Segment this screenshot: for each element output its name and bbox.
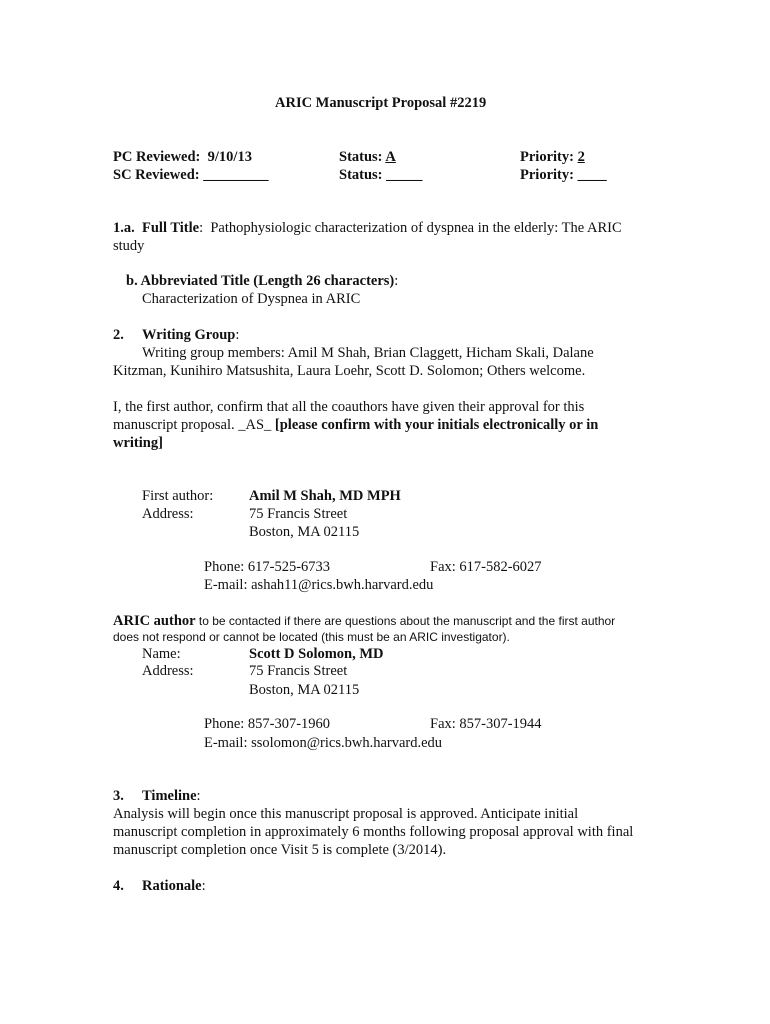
- status-pc-line: [339, 148, 396, 166]
- abbrev-title-label: b. Abbreviated Title (Length 26 characters): [126, 273, 395, 289]
- priority-label-sc: Priority:: [520, 167, 574, 183]
- sc-reviewed-line: [113, 166, 268, 184]
- confirm-instruction: [please confirm with your initials electronically or in: [274, 417, 599, 433]
- writing-group-heading: Writing Group:: [142, 327, 240, 343]
- timeline-heading: Timeline:: [142, 788, 201, 804]
- first-author-name: Amil M Shah, MD MPH: [249, 488, 401, 504]
- first-author-label: First author:: [142, 488, 214, 504]
- status-sc-line: [339, 166, 422, 184]
- first-author-email: E-mail: ashah11@rics.bwh.harvard.edu: [204, 577, 434, 593]
- aric-author-email: E-mail: ssolomon@rics.bwh.harvard.edu: [204, 735, 443, 751]
- page-title: ARIC Manuscript Proposal #2219: [275, 95, 487, 111]
- first-author-city: Boston, MA 02115: [249, 524, 360, 540]
- full-title-number: 1.a.: [113, 220, 135, 236]
- aric-author-label: ARIC author: [113, 613, 196, 629]
- aric-author-fax: Fax: 857-307-1944: [430, 716, 542, 732]
- priority-sc-blank: ____: [577, 167, 607, 183]
- confirm-line3: writing]: [113, 435, 163, 451]
- rationale-heading: Rationale:: [142, 878, 206, 894]
- sc-reviewed-blank: _________: [203, 167, 269, 183]
- priority-pc-line: [520, 148, 585, 166]
- rationale-number: 4.: [113, 878, 124, 894]
- first-author-phone: Phone: 617-525-6733: [204, 559, 331, 575]
- timeline-label: Timeline: [142, 788, 197, 804]
- status-sc-blank: _____: [386, 167, 423, 183]
- full-title-label: Full Title: [142, 220, 200, 236]
- confirm-line1: I, the first author, confirm that all the coauthors have given their approval for this: [113, 399, 585, 415]
- writing-group-line2: Kitzman, Kunihiro Matsushita, Laura Loehr, Scott D. Solomon; Others welcome.: [113, 363, 586, 379]
- aric-author-desc-line2: does not respond or cannot be located (this must be an ARIC investigator).: [113, 630, 510, 644]
- aric-author-phone: Phone: 857-307-1960: [204, 716, 331, 732]
- pc-reviewed-line: [113, 148, 252, 166]
- status-label-sc: Status:: [339, 167, 383, 183]
- rationale-label: Rationale: [142, 878, 202, 894]
- confirm-line2: [113, 416, 598, 434]
- writing-group-line1: Writing group members: Amil M Shah, Brian Claggett, Hicham Skali, Dalane: [142, 345, 594, 361]
- aric-author-city: Boston, MA 02115: [249, 682, 360, 698]
- abbrev-title-heading: b. Abbreviated Title (Length 26 characters):: [126, 273, 399, 289]
- status-pc-value: A: [385, 149, 396, 165]
- priority-sc-line: [520, 166, 607, 184]
- pc-reviewed-label: PC Reviewed:: [113, 149, 201, 165]
- sc-reviewed-label: SC Reviewed:: [113, 167, 200, 183]
- timeline-line1: Analysis will begin once this manuscript proposal is approved. Anticipate initial: [113, 806, 579, 822]
- full-title-text: Pathophysiologic characterization of dyspnea in the elderly: The ARIC: [210, 220, 622, 236]
- aric-name-label: Name:: [142, 646, 181, 662]
- timeline-line3: manuscript completion once Visit 5 is complete (3/2014).: [113, 842, 447, 858]
- timeline-number: 3.: [113, 788, 124, 804]
- priority-pc-value: 2: [577, 149, 585, 165]
- timeline-line2: manuscript completion in approximately 6 months following proposal approval with final: [113, 824, 634, 840]
- aric-address-label: Address:: [142, 663, 194, 679]
- first-author-fax: Fax: 617-582-6027: [430, 559, 542, 575]
- status-label: Status:: [339, 149, 383, 165]
- writing-group-number: 2.: [113, 327, 124, 343]
- writing-group-label: Writing Group: [142, 327, 236, 343]
- confirm-initials: manuscript proposal. _AS_: [113, 417, 275, 433]
- aric-author-desc1: to be contacted if there are questions about the manuscript and the first author: [195, 614, 616, 628]
- full-title-line1: 1.a. Full Title: Pathophysiologic characterization of dyspnea in the elderly: The ARIC: [113, 220, 622, 236]
- priority-label: Priority:: [520, 149, 574, 165]
- full-title-line2: study: [113, 238, 145, 254]
- first-author-address-label: Address:: [142, 506, 194, 522]
- abbrev-title-text: Characterization of Dyspnea in ARIC: [142, 291, 361, 307]
- aric-author-name: Scott D Solomon, MD: [249, 646, 384, 662]
- aric-author-street: 75 Francis Street: [249, 663, 348, 679]
- pc-reviewed-date: 9/10/13: [207, 149, 252, 165]
- first-author-street: 75 Francis Street: [249, 506, 348, 522]
